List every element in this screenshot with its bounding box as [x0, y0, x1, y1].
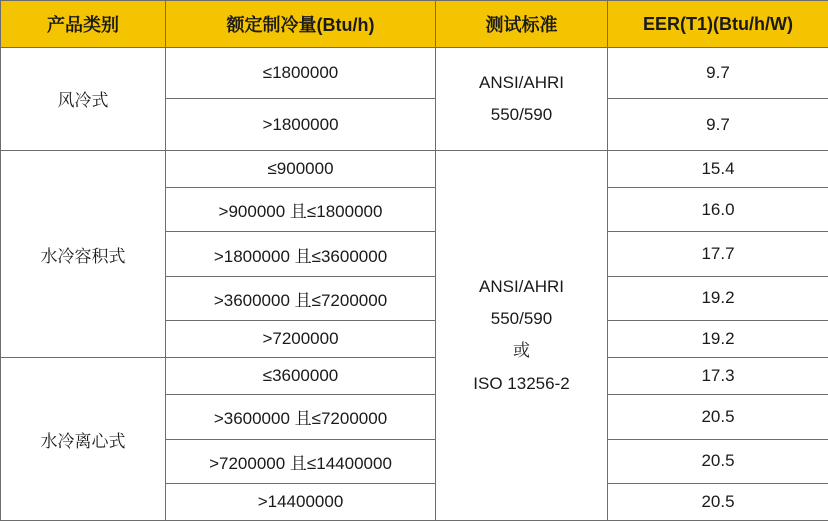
standard-line: 或 — [513, 341, 530, 361]
capacity-cell: >1800000 且≤3600000 — [166, 232, 436, 276]
eer-cell: 20.5 — [608, 483, 828, 520]
capacity-cell: ≤900000 — [166, 150, 436, 187]
table-row — [1, 48, 828, 99]
eer-cell: 20.5 — [608, 439, 828, 483]
table-row — [1, 358, 828, 395]
eer-cell: 16.0 — [608, 187, 828, 231]
standard-line: 550/590 — [490, 104, 553, 124]
eer-cell: 20.5 — [608, 395, 828, 439]
eer-cell: 9.7 — [608, 48, 828, 99]
eer-cell: 19.2 — [608, 276, 828, 320]
eer-cell: 17.7 — [608, 232, 828, 276]
standard-cell-air-cooled — [436, 48, 608, 151]
capacity-cell: >3600000 且≤7200000 — [166, 395, 436, 439]
column-header-eer: EER(T1)(Btu/h/W) — [608, 1, 828, 48]
standard-line: 550/590 — [490, 309, 553, 329]
standard-line: ANSI/AHRI — [478, 72, 565, 92]
standard-line: ISO 13256-2 — [473, 373, 570, 393]
capacity-cell: >14400000 — [166, 483, 436, 520]
category-cell-air-cooled: 风冷式 — [1, 48, 166, 151]
standard-line: ANSI/AHRI — [478, 276, 565, 296]
standard-cell-water-cooled — [436, 150, 608, 520]
table-header-row — [1, 1, 828, 48]
capacity-cell: >7200000 且≤14400000 — [166, 439, 436, 483]
capacity-cell: >900000 且≤1800000 — [166, 187, 436, 231]
eer-cell: 15.4 — [608, 150, 828, 187]
capacity-cell: ≤1800000 — [166, 48, 436, 99]
category-cell-water-cooled-positive-displacement: 水冷容积式 — [1, 150, 166, 357]
column-header-capacity: 额定制冷量(Btu/h) — [166, 1, 436, 48]
column-header-standard: 测试标准 — [436, 1, 608, 48]
eer-cell: 9.7 — [608, 99, 828, 150]
capacity-cell: ≤3600000 — [166, 358, 436, 395]
table-row — [1, 150, 828, 187]
capacity-cell: >1800000 — [166, 99, 436, 150]
capacity-cell: >7200000 — [166, 321, 436, 358]
capacity-cell: >3600000 且≤7200000 — [166, 276, 436, 320]
category-cell-water-cooled-centrifugal: 水冷离心式 — [1, 358, 166, 521]
eer-cell: 17.3 — [608, 358, 828, 395]
column-header-category: 产品类别 — [1, 1, 166, 48]
eer-cell: 19.2 — [608, 321, 828, 358]
